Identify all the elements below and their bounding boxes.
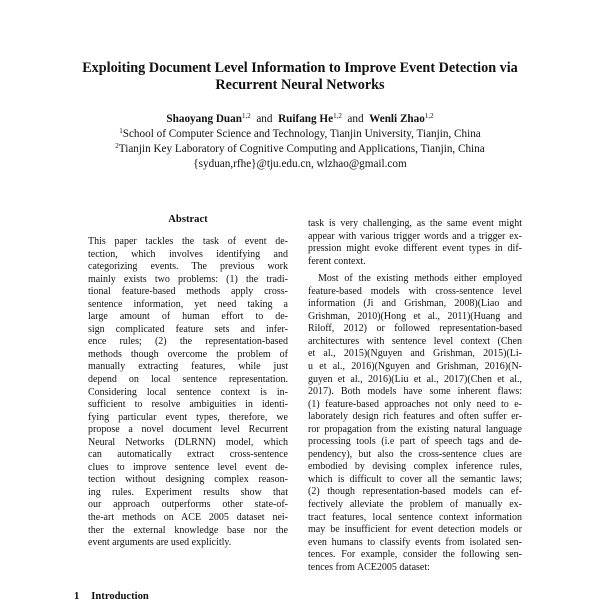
text-line: (2) though representation-based models can ef- [308,486,522,498]
text-line: ror propagation from the existing natural language [308,423,522,435]
text-line: clues to improve sentence level event de- [88,461,288,473]
text-line: pendency), but also the cross-sentence clues are [308,448,522,460]
text-line: manually extracting features, while just [88,361,288,373]
affiliation-line [40,142,560,157]
affiliation-line [40,127,560,142]
text-line: categorizing events. The previous work [88,261,288,273]
text-line: information (Ji and Grishman, 2008)(Liao and [308,298,522,310]
author-list [40,112,560,126]
text-line: embodied by devising complex inference rules, [308,461,522,473]
text-line: fectively alleviate the problem of manually ex- [308,499,522,511]
text-line: can automatically extract cross-sentence [88,449,288,461]
section-heading-introduction [74,591,149,602]
text-line: Considering local sentence context is in- [88,386,288,398]
text-line: laborately design rich features and often suffer er- [308,411,522,423]
text-line: mainly exists two problems: (1) the tradi- [88,273,288,285]
text-line: fying particular event types, therefore, we [88,411,288,423]
text-line: which is difficult to cover all the semantic laws; [308,473,522,485]
text-line: tences. For example, consider the following sen- [308,549,522,561]
author-name: Ruifang He [278,113,334,125]
title-line-2: Recurrent Neural Networks [215,77,385,93]
affiliations [40,127,560,173]
text-line: appear with various trigger words and a trigger ex- [308,230,522,242]
text-line: ther the external knowledge base nor the [88,524,288,536]
text-line: Riloff, 2012) or followed representation-based [308,323,522,335]
text-line: tection without designing complex reason- [88,474,288,486]
author-separator: and [256,113,273,125]
title-line-1: Exploiting Document Level Information to Improve Event Detection via [82,60,518,76]
text-line: task is very challenging, as the same event might [308,218,522,229]
text-line: Neural Networks (DLRNN) model, which [88,436,288,448]
text-line: may be insufficient for event detection models or [308,524,522,536]
text-line: the-art methods on ACE 2005 dataset nei- [88,512,288,524]
text-line: tional feature-based methods apply cross- [88,286,288,298]
text-line: tences from ACE2005 dataset: [308,561,430,573]
text-line: sentence information, yet need taking a [88,298,288,310]
text-line: feature-based models with cross-sentence level [308,285,522,297]
text-line: (1) feature-based approaches not only need to e- [308,398,522,410]
affiliation-marker: 1 [119,127,123,135]
text-line: propose a novel document level Recurrent [88,424,288,436]
text-line: Grishman, 2010)(Hong et al., 2011)(Huang and [308,310,522,322]
paragraph-existing-methods [308,273,522,574]
text-line: methods though overcome the problem of [88,348,288,360]
author-name: Wenli Zhao [369,113,425,125]
section-title: Introduction [91,591,149,602]
text-line: tection, which involves identifying and [88,248,288,260]
abstract-body [88,236,288,550]
author-separator: and [347,113,364,125]
text-line: Most of the existing methods either employed [318,273,522,285]
text-line: sufficient to resolve ambiguities in identi- [88,399,288,411]
text-line: large amount of human effort to de- [88,311,288,323]
text-line: even humans to classify events from isolated sen- [308,536,522,548]
text-line: u et al., 2016)(Nguyen and Grishman, 2016)(N- [308,361,522,373]
text-line: ence rules; (2) the representation-based [88,336,288,348]
section-number: 1 [74,591,80,602]
text-line: our approach outperforms other state-of- [88,499,288,511]
text-line: sign complicated feature sets and infer- [88,323,288,335]
text-line: tract features, local sentence context information [308,511,522,523]
text-line: ferent context. [308,255,366,267]
abstract-heading: Abstract [168,214,208,225]
text-line: ing rules. Experiment results show that [88,486,288,498]
paragraph-continued [308,218,522,268]
text-line: architectures with sentence level context (Chen [308,335,522,347]
text-line: et al., 2015)(Nguyen and Grishman, 2015)(Li- [308,348,522,360]
text-line: 2017). Both models have some inherent flaws: [308,386,522,398]
affiliation-text: School of Computer Science and Technology, Tianjin University, Tianjin, China [122,128,481,140]
author-affiliation-marker: 1,2 [333,112,342,120]
author-affiliation-marker: 1,2 [241,112,251,120]
affiliation-marker: 2 [115,142,119,151]
text-line: guyen et al., 2016)(Liu et al., 2017)(Chen et al., [308,373,522,385]
author-affiliation-marker: 1,2 [424,112,434,120]
author-name: Shaoyang Duan [166,113,242,125]
text-line: depend on local sentence representation. [88,374,288,386]
text-line: pression might evoke different event types in dif- [308,243,522,255]
email-line: {syduan,rfhe}@tju.edu.cn, wlzhao@gmail.com [193,158,407,171]
text-line: This paper tackles the task of event de- [88,236,288,247]
affiliation-text: Tianjin Key Laboratory of Cognitive Computing and Applications, Tianjin, China [118,143,485,156]
text-line: processing tools (i.e part of speech tags and de- [308,436,522,448]
text-line: event arguments are used explicitly. [88,537,232,549]
paper-title [40,60,560,94]
right-column [308,218,522,574]
